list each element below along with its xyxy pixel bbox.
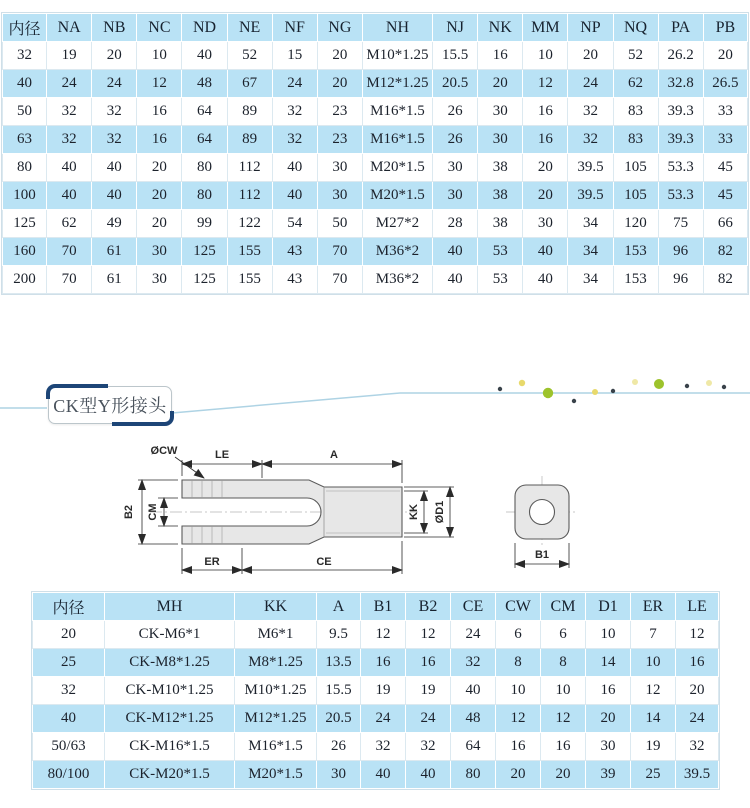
data-cell: 16 (478, 42, 523, 70)
data-cell: 32 (568, 98, 613, 126)
data-cell: 24 (406, 705, 451, 733)
data-cell: 23 (317, 126, 362, 154)
table-row (33, 649, 719, 677)
data-cell: 66 (703, 210, 747, 238)
data-cell: 64 (451, 733, 496, 761)
data-cell: 40 (33, 705, 105, 733)
data-cell: 61 (92, 238, 137, 266)
data-cell: 15 (272, 42, 317, 70)
data-cell: 67 (227, 70, 272, 98)
data-cell: CK-M10*1.25 (105, 677, 235, 705)
data-cell: 30 (137, 266, 182, 294)
data-cell: 70 (317, 266, 362, 294)
data-cell: 8 (496, 649, 541, 677)
data-cell: 33 (703, 126, 747, 154)
data-cell: 16 (496, 733, 541, 761)
data-cell: 45 (703, 182, 747, 210)
data-cell: 40 (433, 238, 478, 266)
table-row (3, 182, 748, 210)
data-cell: 24 (47, 70, 92, 98)
data-cell: 83 (613, 126, 658, 154)
data-cell: 50 (3, 98, 47, 126)
end-view-hole (530, 500, 555, 525)
data-cell: 32 (406, 733, 451, 761)
data-cell: 26.2 (658, 42, 703, 70)
header-cell: PB (703, 14, 747, 42)
table-row (33, 761, 719, 789)
data-cell: 64 (182, 126, 227, 154)
data-cell: 24 (568, 70, 613, 98)
data-cell: 83 (613, 98, 658, 126)
corner-accent-bottom-right (112, 411, 174, 426)
data-cell: 16 (137, 98, 182, 126)
cw-leader-line (175, 457, 204, 478)
data-cell: M20*1.5 (235, 761, 317, 789)
table-row (3, 154, 748, 182)
data-cell: 48 (451, 705, 496, 733)
data-cell: 30 (523, 210, 568, 238)
data-cell: 155 (227, 266, 272, 294)
data-cell: M20*1.5 (362, 154, 432, 182)
data-cell: 14 (631, 705, 676, 733)
table-row (33, 733, 719, 761)
data-cell: 16 (541, 733, 586, 761)
data-cell: 20.5 (433, 70, 478, 98)
data-cell: 40 (451, 677, 496, 705)
data-cell: 16 (137, 126, 182, 154)
table-row (3, 70, 748, 98)
header-cell: 内径 (33, 593, 105, 621)
data-cell: 53.3 (658, 154, 703, 182)
data-cell: 26 (317, 733, 361, 761)
data-cell: 20 (317, 70, 362, 98)
data-cell: 20 (568, 42, 613, 70)
data-cell: 53 (478, 266, 523, 294)
data-cell: 96 (658, 238, 703, 266)
data-cell: 10 (541, 677, 586, 705)
header-cell: NK (478, 14, 523, 42)
data-cell: 120 (613, 210, 658, 238)
dimension-table-top (2, 13, 748, 294)
data-cell: 20 (523, 182, 568, 210)
data-cell: CK-M12*1.25 (105, 705, 235, 733)
data-cell: 34 (568, 266, 613, 294)
data-cell: 39.3 (658, 98, 703, 126)
dim-label-cm: CM (147, 503, 159, 521)
data-cell: 30 (317, 182, 362, 210)
data-cell: M10*1.25 (362, 42, 432, 70)
header-cell: NB (92, 14, 137, 42)
data-cell: 30 (478, 98, 523, 126)
dim-label-b1: B1 (534, 549, 550, 561)
data-cell: 10 (631, 649, 676, 677)
header-cell: ND (182, 14, 227, 42)
data-cell: M20*1.5 (362, 182, 432, 210)
header-cell: NF (272, 14, 317, 42)
data-cell: 82 (703, 266, 747, 294)
header-cell: NH (362, 14, 432, 42)
data-cell: 40 (523, 238, 568, 266)
data-cell: 153 (613, 238, 658, 266)
data-cell: 70 (47, 238, 92, 266)
data-cell: 24 (451, 621, 496, 649)
data-cell: 32 (92, 98, 137, 126)
data-cell: 34 (568, 238, 613, 266)
data-cell: 12 (361, 621, 406, 649)
data-cell: 53 (478, 238, 523, 266)
data-cell: 32 (361, 733, 406, 761)
data-cell: 125 (182, 238, 227, 266)
table-row (33, 677, 719, 705)
table-row (3, 238, 748, 266)
data-cell: 80 (451, 761, 496, 789)
dim-label-le: LE (214, 449, 230, 461)
dim-label-kk: KK (408, 504, 420, 520)
data-cell: 50 (317, 210, 362, 238)
data-cell: 39.5 (676, 761, 719, 789)
data-cell: 40 (361, 761, 406, 789)
data-cell: 16 (586, 677, 631, 705)
data-cell: 32 (47, 98, 92, 126)
data-cell: 32 (3, 42, 47, 70)
data-cell: 64 (182, 98, 227, 126)
header-cell: KK (235, 593, 317, 621)
dim-label-ce: CE (316, 556, 332, 568)
data-cell: 54 (272, 210, 317, 238)
header-cell: D1 (586, 593, 631, 621)
header-cell: NE (227, 14, 272, 42)
data-cell: 25 (631, 761, 676, 789)
data-cell: M12*1.25 (235, 705, 317, 733)
table-row (3, 210, 748, 238)
header-cell: LE (676, 593, 719, 621)
data-cell: 52 (227, 42, 272, 70)
data-cell: 30 (586, 733, 631, 761)
section-title: CK型Y形接头 (53, 396, 167, 416)
data-cell: 80 (182, 154, 227, 182)
data-cell: 19 (47, 42, 92, 70)
data-cell: 40 (272, 182, 317, 210)
data-cell: 6 (541, 621, 586, 649)
data-cell: 13.5 (317, 649, 361, 677)
data-cell: 20 (317, 42, 362, 70)
data-cell: 48 (182, 70, 227, 98)
header-cell: PA (658, 14, 703, 42)
data-cell: 20 (137, 182, 182, 210)
data-cell: 82 (703, 238, 747, 266)
data-cell: 10 (523, 42, 568, 70)
section-title-box (48, 386, 172, 424)
dimension-table-bottom-grid (32, 592, 719, 789)
header-cell: NG (317, 14, 362, 42)
data-cell: 160 (3, 238, 47, 266)
data-cell: 105 (613, 154, 658, 182)
data-cell: CK-M6*1 (105, 621, 235, 649)
data-cell: 33 (703, 98, 747, 126)
data-cell: 20 (541, 761, 586, 789)
data-cell: 40 (182, 42, 227, 70)
data-cell: CK-M20*1.5 (105, 761, 235, 789)
data-cell: 40 (47, 182, 92, 210)
data-cell: M10*1.25 (235, 677, 317, 705)
data-cell: 15.5 (317, 677, 361, 705)
header-cell: NJ (433, 14, 478, 42)
dimension-table-bottom (32, 592, 718, 789)
dimension-table-top-grid (2, 13, 748, 294)
data-cell: 62 (613, 70, 658, 98)
data-cell: M6*1 (235, 621, 317, 649)
data-cell: 24 (272, 70, 317, 98)
header-cell: B1 (361, 593, 406, 621)
decorative-dots (498, 379, 726, 403)
data-cell: 20 (92, 42, 137, 70)
data-cell: 40 (523, 266, 568, 294)
data-cell: 19 (406, 677, 451, 705)
data-cell: 24 (92, 70, 137, 98)
data-cell: 19 (361, 677, 406, 705)
data-cell: 30 (137, 238, 182, 266)
data-cell: 125 (182, 266, 227, 294)
data-cell: 10 (586, 621, 631, 649)
data-cell: 25 (33, 649, 105, 677)
data-cell: M36*2 (362, 238, 432, 266)
data-cell: 96 (658, 266, 703, 294)
data-cell: 40 (3, 70, 47, 98)
data-cell: 32 (568, 126, 613, 154)
data-cell: 99 (182, 210, 227, 238)
data-cell: 112 (227, 182, 272, 210)
data-cell: 14 (586, 649, 631, 677)
data-cell: 20 (33, 621, 105, 649)
table-header-row (3, 14, 748, 42)
data-cell: 32 (92, 126, 137, 154)
data-cell: 122 (227, 210, 272, 238)
data-cell: 9.5 (317, 621, 361, 649)
corner-accent-top-left (46, 384, 108, 399)
data-cell: 19 (631, 733, 676, 761)
data-cell: 61 (92, 266, 137, 294)
data-cell: 30 (317, 154, 362, 182)
data-cell: CK-M8*1.25 (105, 649, 235, 677)
data-cell: 39 (586, 761, 631, 789)
table-header-row (33, 593, 719, 621)
data-cell: 100 (3, 182, 47, 210)
data-cell: 10 (496, 677, 541, 705)
data-cell: 16 (523, 126, 568, 154)
data-cell: 52 (613, 42, 658, 70)
data-cell: M16*1.5 (362, 98, 432, 126)
header-cell: MM (523, 14, 568, 42)
data-cell: 53.3 (658, 182, 703, 210)
header-cell: ER (631, 593, 676, 621)
data-cell: 89 (227, 126, 272, 154)
data-cell: 32.8 (658, 70, 703, 98)
data-cell: 153 (613, 266, 658, 294)
data-cell: 12 (406, 621, 451, 649)
data-cell: 40 (47, 154, 92, 182)
data-cell: 20 (478, 70, 523, 98)
data-cell: 38 (478, 210, 523, 238)
data-cell: 34 (568, 210, 613, 238)
data-cell: 16 (676, 649, 719, 677)
data-cell: 16 (361, 649, 406, 677)
table-row (3, 98, 748, 126)
table-row (3, 126, 748, 154)
data-cell: 7 (631, 621, 676, 649)
data-cell: 12 (523, 70, 568, 98)
data-cell: 23 (317, 98, 362, 126)
data-cell: 20 (703, 42, 747, 70)
header-cell: MH (105, 593, 235, 621)
data-cell: 30 (478, 126, 523, 154)
data-cell: 32 (33, 677, 105, 705)
data-cell: 16 (406, 649, 451, 677)
data-cell: 105 (613, 182, 658, 210)
data-cell: 32 (272, 126, 317, 154)
data-cell: 16 (523, 98, 568, 126)
data-cell: 12 (137, 70, 182, 98)
header-cell: NP (568, 14, 613, 42)
data-cell: 63 (3, 126, 47, 154)
dim-label-cw: ØCW (150, 445, 178, 457)
data-cell: 40 (433, 266, 478, 294)
header-cell: A (317, 593, 361, 621)
data-cell: 20 (676, 677, 719, 705)
data-cell: 20 (586, 705, 631, 733)
data-cell: 26 (433, 98, 478, 126)
data-cell: 70 (47, 266, 92, 294)
data-cell: 26.5 (703, 70, 747, 98)
data-cell: 20 (137, 210, 182, 238)
data-cell: 80 (182, 182, 227, 210)
data-cell: 39.3 (658, 126, 703, 154)
dim-label-er: ER (204, 556, 220, 568)
data-cell: 20 (137, 154, 182, 182)
data-cell: M16*1.5 (362, 126, 432, 154)
dim-label-a: A (330, 449, 338, 461)
data-cell: M36*2 (362, 266, 432, 294)
data-cell: 10 (137, 42, 182, 70)
data-cell: 40 (92, 182, 137, 210)
data-cell: 50/63 (33, 733, 105, 761)
data-cell: 80 (3, 154, 47, 182)
data-cell: 125 (3, 210, 47, 238)
data-cell: 12 (676, 621, 719, 649)
header-cell: CM (541, 593, 586, 621)
data-cell: 8 (541, 649, 586, 677)
data-cell: 32 (451, 649, 496, 677)
data-cell: 39.5 (568, 182, 613, 210)
data-cell: 80/100 (33, 761, 105, 789)
header-cell: CE (451, 593, 496, 621)
table-row (33, 621, 719, 649)
data-cell: 89 (227, 98, 272, 126)
data-cell: 43 (272, 266, 317, 294)
data-cell: 39.5 (568, 154, 613, 182)
data-cell: 26 (433, 126, 478, 154)
table-row (3, 266, 748, 294)
header-cell: NA (47, 14, 92, 42)
data-cell: 112 (227, 154, 272, 182)
deco-line-right (172, 393, 750, 413)
header-cell: NQ (613, 14, 658, 42)
data-cell: M8*1.25 (235, 649, 317, 677)
data-cell: 20 (496, 761, 541, 789)
data-cell: 45 (703, 154, 747, 182)
header-cell: 内径 (3, 14, 47, 42)
table-row (3, 42, 748, 70)
data-cell: 75 (658, 210, 703, 238)
data-cell: 49 (92, 210, 137, 238)
table-row (33, 705, 719, 733)
data-cell: 32 (676, 733, 719, 761)
data-cell: 12 (496, 705, 541, 733)
data-cell: 30 (433, 182, 478, 210)
data-cell: 12 (541, 705, 586, 733)
data-cell: 30 (433, 154, 478, 182)
header-cell: NC (137, 14, 182, 42)
data-cell: 32 (47, 126, 92, 154)
data-cell: 20 (523, 154, 568, 182)
data-cell: 6 (496, 621, 541, 649)
data-cell: 70 (317, 238, 362, 266)
data-cell: 40 (92, 154, 137, 182)
data-cell: 24 (361, 705, 406, 733)
data-cell: 12 (631, 677, 676, 705)
data-cell: 40 (406, 761, 451, 789)
dim-label-d1: ØD1 (434, 500, 446, 524)
data-cell: M12*1.25 (362, 70, 432, 98)
data-cell: M27*2 (362, 210, 432, 238)
data-cell: 43 (272, 238, 317, 266)
data-cell: 20.5 (317, 705, 361, 733)
data-cell: 24 (676, 705, 719, 733)
data-cell: 38 (478, 154, 523, 182)
data-cell: 40 (272, 154, 317, 182)
data-cell: 155 (227, 238, 272, 266)
data-cell: 32 (272, 98, 317, 126)
data-cell: 200 (3, 266, 47, 294)
data-cell: 38 (478, 182, 523, 210)
header-cell: CW (496, 593, 541, 621)
data-cell: 62 (47, 210, 92, 238)
end-view (506, 476, 578, 568)
data-cell: M16*1.5 (235, 733, 317, 761)
technical-drawing (112, 440, 632, 595)
dim-label-b2: B2 (123, 504, 135, 520)
data-cell: CK-M16*1.5 (105, 733, 235, 761)
data-cell: 28 (433, 210, 478, 238)
data-cell: 15.5 (433, 42, 478, 70)
header-cell: B2 (406, 593, 451, 621)
data-cell: 30 (317, 761, 361, 789)
